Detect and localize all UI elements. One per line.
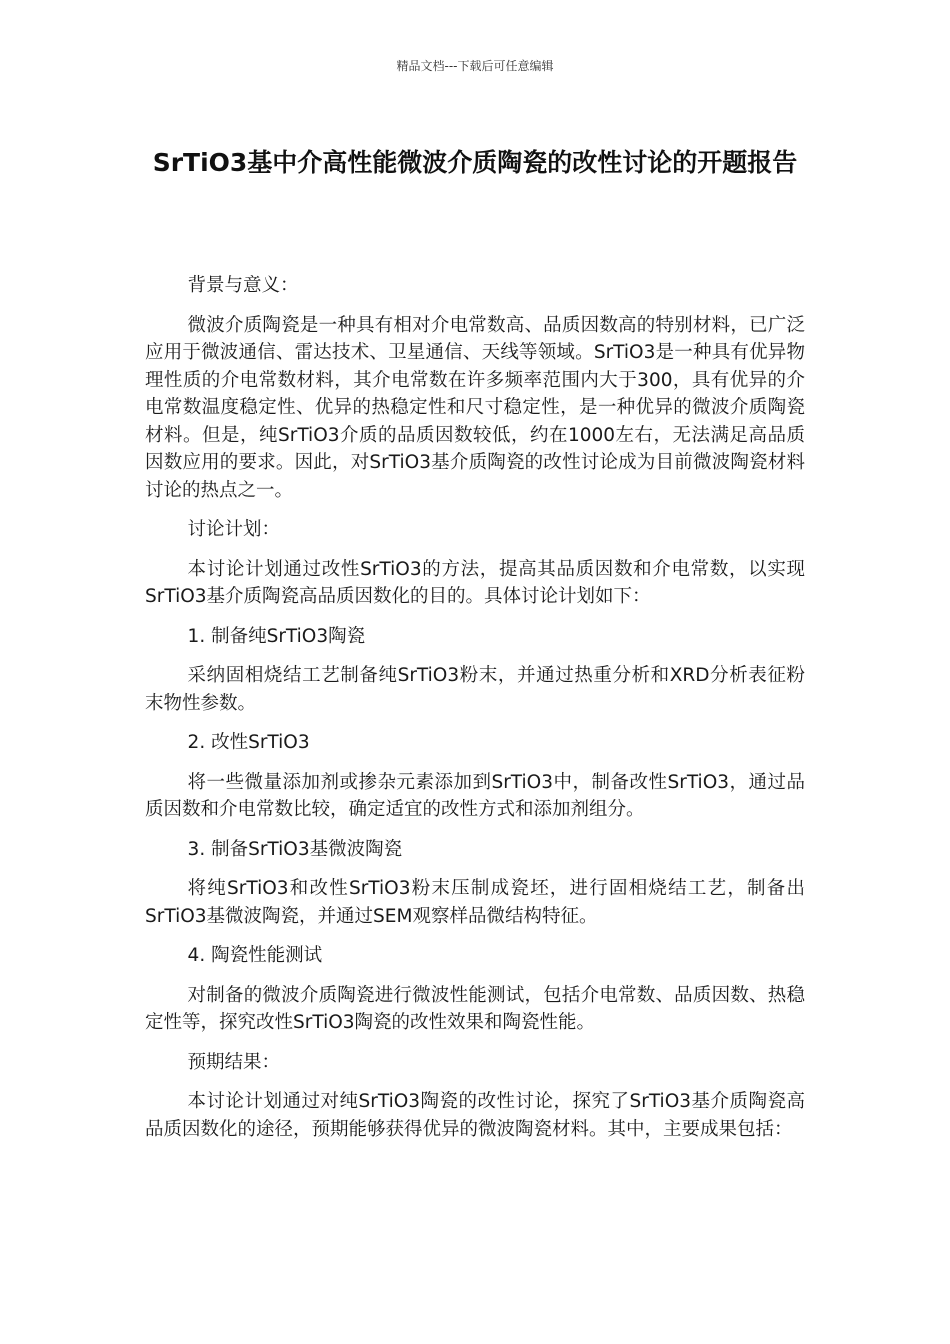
paragraph-plan-intro: 本讨论计划通过改性SrTiO3的方法，提高其品质因数和介电常数，以实现SrTiO3基介质陶瓷高品质因数化的目的。具体讨论计划如下： (145, 558, 805, 607)
list-item-heading-3: 3. 制备SrTiO3基微波陶瓷 (187, 838, 403, 860)
page-header: 精品文档---下载后可任意编辑 (396, 59, 554, 73)
paragraph-background: 微波介质陶瓷是一种具有相对介电常数高、品质因数高的特别材料，已广泛应用于微波通信、雷达技术、卫星通信、天线等领域。SrTiO3是一种具有优异物理性质的介电常数材料，其介电常数在许多频率范围内大于300，具有优异的介电常数温度稳定性、优异的热稳定性和尺寸稳定性，是一种优异的微波介质陶瓷材料。但是，纯SrTiO3介质的品质因数较低，约在1000左右，无法满足高品质因数应用的要求。因此，对SrTiO3基介质陶瓷的改性讨论成为目前微波陶瓷材料讨论的热点之一。 (145, 314, 805, 501)
document-body (145, 272, 805, 1155)
list-item-heading-2: 2. 改性SrTiO3 (187, 732, 310, 753)
list-item-heading-1: 1. 制备纯SrTiO3陶瓷 (187, 625, 366, 647)
paragraph-results: 本讨论计划通过对纯SrTiO3陶瓷的改性讨论，探究了SrTiO3基介质陶瓷高品质因数化的途径，预期能够获得优异的微波陶瓷材料。其中，主要成果包括： (145, 1091, 805, 1140)
section-heading-background: 背景与意义： (187, 275, 299, 296)
paragraph-step-4: 对制备的微波介质陶瓷进行微波性能测试，包括介电常数、品质因数、热稳定性等，探究改性SrTiO3陶瓷的改性效果和陶瓷性能。 (145, 984, 805, 1033)
paragraph-step-1: 采纳固相烧结工艺制备纯SrTiO3粉末，并通过热重分析和XRD分析表征粉末物性参数。 (145, 665, 805, 714)
section-heading-results: 预期结果： (187, 1051, 281, 1073)
section-heading-plan: 讨论计划： (187, 519, 281, 540)
paragraph-step-3: 将纯SrTiO3和改性SrTiO3粉末压制成瓷坯，进行固相烧结工艺，制备出SrTiO3基微波陶瓷，并通过SEM观察样品微结构特征。 (145, 878, 805, 927)
list-item-heading-4: 4. 陶瓷性能测试 (187, 945, 323, 966)
document-title: SrTiO3基中介高性能微波介质陶瓷的改性讨论的开题报告 (152, 148, 798, 177)
paragraph-step-2: 将一些微量添加剂或掺杂元素添加到SrTiO3中，制备改性SrTiO3，通过品质因数和介电常数比较，确定适宜的改性方式和添加剂组分。 (145, 771, 805, 820)
